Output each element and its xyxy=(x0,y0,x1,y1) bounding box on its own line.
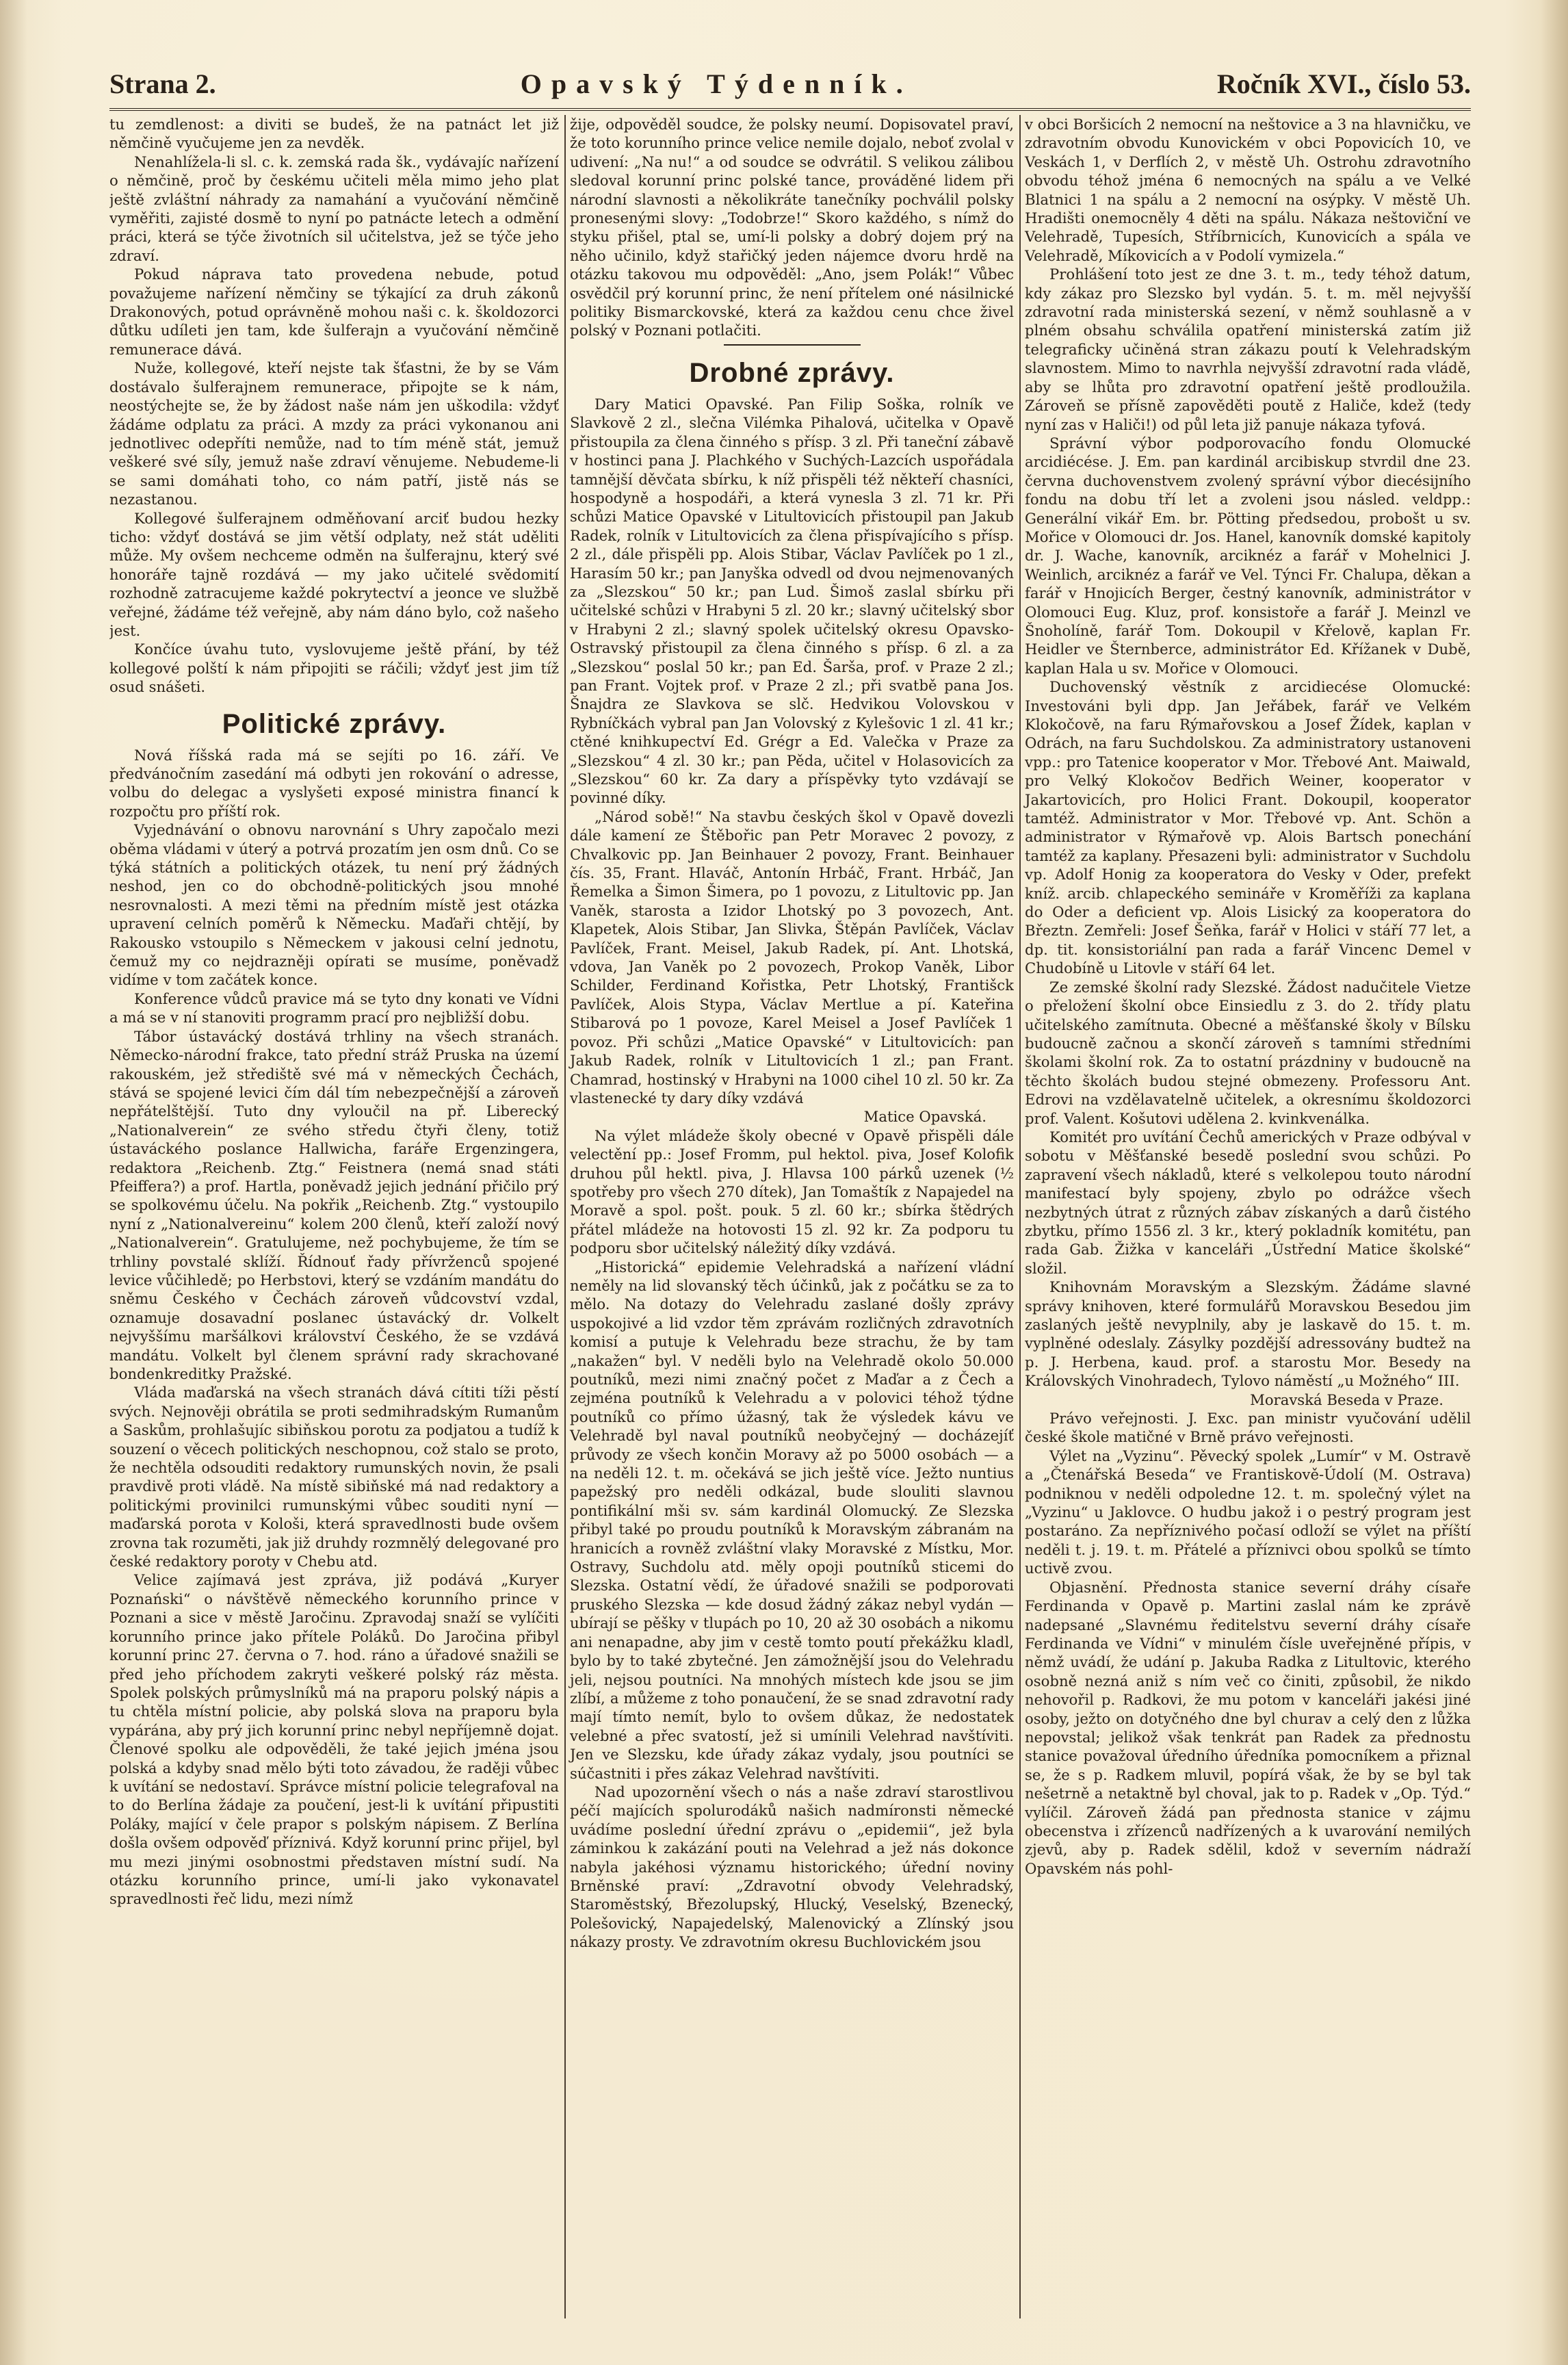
page-header xyxy=(109,63,1471,104)
signature: Matice Opavská. xyxy=(863,1108,986,1126)
news-item: Nová říšská rada má se sejíti po 16. září. Ve předvánočním zasedání má odbyti jen rokování o adresse, volbu do delegac a vyslyšeti exposé ministra financí k rozpočtu pro příští rok. xyxy=(109,746,559,820)
news-item: Vyjednávání o obnovu narovnání s Uhry započalo mezi oběma vládami v úterý a potrvá prozatím jen osm dnů. Co se týká státních a politických otázek, tu není prý žádných neshod, jen co do obchodně-politických jsou mnohé nesrovnalosti. A mezi těmi na předním místě jest otázka upravení celních poměrů k Německu. Maďaři chtějí, by Rakousko vstoupilo s Německem v jakousi celní jednotu, čemuž my co nejdrazněji opírati se musíme, poněvadž vidíme v tom začátek konce. xyxy=(109,821,559,989)
news-item: Výlet na „Vyzinu“. Pěvecký spolek „Lumír“ v M. Ostravě a „Čtenářská Beseda“ ve Frantiskově-Údolí (M. Ostrava) podniknou v neděli odpoledne 12. t. m. společný výlet na „Vyzinu“ u Jaklovce. O hudbu jakož i o pestrý program jest postaráno. Za nepříznivého počasí odloží se výlet na příští neděli t. j. 19. t. m. Přátelé a příznivci obou spolků se tímto uctivě zvou. xyxy=(1025,1447,1471,1577)
news-item: Správní výbor podporovacího fondu Olomucké arcidiécése. J. Em. pan kardinál arcibiskup stvrdil dne 23. června duchovenstvem zvolený správní výbor diecésijního fondu na dobu tří let a zvoleni jsou násled. veldpp.: Generální vikář Em. br. Pötting předsedou, probošt u sv. Mořice v Olomouci dr. Jos. Hanel, kanovník domské kapitoly dr. J. Wache, kanovník, arciknéz a farář v Mohelnici J. Weinlich, arciknéz a farář ve Vel. Týnci Fr. Chalupa, děkan a farář v Hnojicích Berger, čestný kanovník, administrátor v Olomouci Eug. Kluz, prof. konsistoře a farář J. Meinzl ve Šnoholíně, farář Tom. Dokoupil v Křelově, kaplan Fr. Heidler ve Šternberce, administrátor Ed. Křížanek v Dubě, kaplan Hala u sv. Mořice v Olomouci. xyxy=(1025,434,1471,677)
column-1 xyxy=(109,115,559,2318)
column-3 xyxy=(1019,115,1471,2318)
news-item: Komitét pro uvítání Čechů amerických v Praze odbýval v sobotu v Měšťanské besedě poslední svou schůzi. Po zapravení všech nákladů, které s velkolepou touto národní manifestací byly spojeny, zbylo po odrážce všech nezbytných útrat z různých zábav získaných a darů čistého zbytku, přímo 1556 zl. 3 kr., který pokladník komitétu, pan rada Gab. Žižka v kanceláři „Ústřední Matice školské“ složil. xyxy=(1025,1128,1471,1277)
article-paragraph: Končíce úvahu tuto, vyslovujeme ještě přání, by též kollegové polští k nám připojiti se ráčili; vždyť jest jim tíž osud snášeti. xyxy=(109,641,559,696)
header-rule xyxy=(109,108,1471,111)
news-item: „Národ sobě!“ Na stavbu českých škol v Opavě dovezli dále kamení ze Štěbořic pan Petr Moravec 2 povozy, z Chvalkovic pp. Jan Beinhauer 2 povozy, Frant. Beinhauer čís. 35, Frant. Hlaváč, Antonín Hrbáč, Frant. Hrbáč, Jan Řemelka a Šimon Šimera, po 1 povozu, z Litultovic pp. Jan Vaněk, starosta a Izidor Lhotský po 3 povozech, Ant. Klapetek, Alois Stibar, Jan Slivka, Štěpán Pavlíček, Václav Pavlíček, Frant. Meisel, Jakub Radek, pí. Ant. Lhotská, vdova, Jan Vaněk po 2 povozech, Prokop Vaněk, Libor Schilder, Ferdinand Kořistka, Petr Lhotský, Františck Pavlíček, Alois Stypa, Václav Mertlue a pí. Kateřina Stibarová po 1 povoze, Karel Meisel a Josef Pavlíček 1 povoz. Při schůzi „Matice Opavské“ v Litultovicích: pan Jakub Radek, rolník v Litultovicích 1 zl.; pan Frant. Chamrad, hostinský v Hrabyni na 1000 cihel 10 zl. 50 kr. Za vlastenecké ty dary díky vzdává xyxy=(570,807,1014,1107)
section-title-drobne: Drobné zprávy. xyxy=(689,357,895,388)
section-title-politicke: Politické zprávy. xyxy=(222,708,447,739)
news-item: Dary Matici Opavské. Pan Filip Soška, rolník ve Slavkově 2 zl., slečna Vilémka Pihalová, učitelka v Opavě přistoupila za člena činného s přísp. 3 zl. Při taneční zábavě v hostinci pana J. Plachkého v Suchých-Lazcích uspořádala tamnější děvčata sbírku, k níž přispěli též někteří chasníci, hospodyně a hospodáři, a která vynesla 3 zl. 71 kr. Při schůzi Matice Opavské v Litultovicích přistoupil pan Jakub Radek, rolník v Litultovicích za člena přispívajícího s přísp. 2 zl., dále přispěli pp. Alois Stibar, Václav Pavlíček po 1 zl., Harasím 50 kr.; pan Janyška odvedl od dvou nejmenovaných za „Slezskou“ 50 kr.; pan Lud. Šimoš zaslal sbírku při učitelské schůzi v Hrabyni 5 zl. 20 kr.; slavný učitelský sbor v Hrabyni 2 zl.; slavný spolek učitelský okresu Opavsko-Ostravský přistoupil za člena činného s přísp. 6 zl. a za „Slezskou“ poslal 50 kr.; pan Ed. Šarša, prof. v Praze 2 zl.; pan Frant. Vojtek prof. v Praze 2 zl.; při svatbě pana Jos. Šnajdra ze Slavkova se slč. Hedvikou Volovskou v Rybníčkách vybral pan Jan Volovský z Kylešovic 1 zl. 41 kr.; ctěné knihkupectví Ed. Grégr a Ed. Valečka v Praze za „Slezskou“ 4 zl. 30 kr.; pan Pěda, učitel v Holasovicích za „Slezskou“ 60 kr. Za dary a příspěvky tyto vzdávají se povinné díky. xyxy=(570,395,1014,807)
news-item: Duchovenský věstník z arcidiecése Olomucké: Investováni byli dpp. Jan Jeřábek, farář ve Velkém Klokočově, na faru Rýmařovskou a Josef Žídek, kaplan v Odrách, na faru Suchdolskou. Za administratory ustanoveni vpp.: pro Tatenice kooperator v Mor. Třebové Ant. Maiwald, pro Velký Klokočov Bedřich Weiner, kooperator v Jakartovicích, pro Holici Frant. Dokoupil, kooperator tamtéž. Administrator v Mor. Třebové vp. Ant. Schön a administrator v Rýmařově vp. Alois Bartsch ponechání tamtéž za kaplany. Přesazeni byli: administrator v Suchdolu vp. Adolf Honig za kooperatora do Vesky v Oder, prefekt kníž. arcib. chlapeckého semináře v Kroměříži za kaplana do Oder a deficient vp. Alois Lisický za kooperatora do Březtn. Zemřeli: Josef Šeňka, farář v Holici v stáří 77 let, a dp. tit. konsistoriální pan rada a farář Vincenc Demel v Chudobíně u Litovle v stáří 64 let. xyxy=(1025,678,1471,977)
article-paragraph: v obci Boršicích 2 nemocní na neštovice a 3 na hlavničku, ve zdravotním obvodu Kunovickém v obci Popovicích 10, ve Veskách 1, v Derflích 2, v městě Uh. Ostrohu zdravotního obvodu téhož jména 6 nemocných na spálu a ve Velké Blatnici 1 na spálu a 2 nemocní na osýpky. V městě Uh. Hradišti onemocněly 4 děti na spálu. Nákaza neštoviční ve Velehradě, Tupesích, Stříbrnicích, Kunovicích a spála ve Velehradě, Míkovicích a v Podolí vymizela.“ xyxy=(1025,116,1471,264)
article-paragraph: Kollegové šulferajnem odměňovaní arciť budou hezky ticho: vždyť dostává se jim větší odplaty, než stát uděliti může. My ovšem nechceme odměn na šulferajnu, který své honoráře tajně rozdává — my jako učitelé svědomití rozhodně zatracujeme každé pokrytectví a jeonce ve službě veřejné, žádáme též veřejně, aby nám dáno bylo, což našeho jest. xyxy=(109,509,559,639)
article-paragraph: Nenahlížela-li sl. c. k. zemská rada šk., vydávajíc nařízení o němčině, proč by českému učiteli měla mimo jeho plat ještě zvláštní náhrady za namahání a vyučování němčině vyměřiti, zajisté dosmě to nyní po patnácte letech a odmění práci, která se týče životních sil učitelstva, jež se týče jeho zdraví. xyxy=(109,153,559,264)
signature: Moravská Beseda v Praze. xyxy=(1250,1391,1443,1408)
news-item: Ze zemské školní rady Slezské. Žádost nadučitele Vietze o přeložení školní obce Einsiedlu z 3. do 2. třídy platu učitelského zamítnuta. Obecné a měšťanské školy v Bílsku budoucně začnou a skončí zároveň s tamními středními školami školní rok. Za to ostatní prázdniny v budoucně na těchto školách budou stejné obmezeny. Professoru Ant. Edrovi na vzdělavatelně učitelek, a okresnímu školdozorci prof. Valent. Košutovi udělena 2. kvinkvenálka. xyxy=(1025,978,1471,1127)
article-paragraph: Pokud náprava tato provedena nebude, potud považujeme nařízení němčiny se týkající za druh zákonů Drakonových, potud oprávněně mohou naši c. k. školdozorci důtku udíleti jen tam, kde šulferajn a vyučování němčině remunerace dává. xyxy=(109,266,559,358)
news-item: „Historická“ epidemie Velehradská a nařízení vládní neměly na lid slovanský těch účinků, jak z počátku se za to mělo. Na dotazy do Velehradu zaslané došly zprávy uspokojivé a lid vzdor těm zprávám rozličných zdravotních komisí a putuje k Velehradu beze strachu, že by tam „nakažen“ byl. V neděli bylo na Velehradě okolo 50.000 poutníků, mezi nimi značný počet z Maďar a z Čech a zejména poutníků k Velehradu a v polovici téhož týdne poutníků co přímo úžasný, tak že výsledek kávu ve Velehradě byl naval poutníků neobyčejný — docházejíť průvody ze všech končin Moravy až po 5000 osobách — a na neděli 12. t. m. očekává se jich ještě více. Ježto nuntius papežský pro neděli odkázal, bude slouliti slavnou pontifikální mši sv. sám kardinál Olomucký. Ze Slezska přibyl také po proudu poutníků k Moravským zábranám na hranicích a rovněž zvláštní vlaky Moravské z Místku, Mor. Ostravy, Suchdolu atd. měly opoji poutníků sticemi do Slezska. Ostatní vědí, že úřadové snažili se podporovati pruského Slezska — kde dosud žádný zákaz nebyl vydán — ubírají se pěšky v tlupách po 10, 20 až 30 osobách a nikomu ani nenapadne, aby jim v cestě tomto poutí překážku kladl, bylo by to také zbytečné. Jen zámožnější jsou do Velehradu jeli, nejsou poutníci. Na mnohých místech kde jsou se jim zlíbí, a můžeme z toho ponaučení, že se snad zdravotní rady mají tímto nemít, bylo to ovšem důkaz, že nedostatek velebné a přec svatostí, jež si umínili Velehrad navštíviti. Jen ve Slezsku, kde úřady zákaz vydaly, jsou poutníci se súčastniti i přes zákaz Velehrad navštíviti. xyxy=(570,1258,1014,1782)
news-item: Prohlášení toto jest ze dne 3. t. m., tedy téhož datum, kdy zákaz pro Slezsko byl vydán. 5. t. m. měl nejvyšší zdravotní rada ministerská sezení, v němž souhlasně a v plném obsahu schválila opatření ministerská zatím již telegraficky učiněná stran zákazu poutí k Velehradským slavnostem. Mimo to navrhla nejvyšší zdravotní rada vládě, aby se lhůta pro zdravotní opatření ještě prodloužila. Zároveň se přísně zapověděti poutě z Haliče, kdež (tedy nyní zas v Haliči!) od půl leta již panuje nákaza tyfová. xyxy=(1025,266,1471,433)
text-columns xyxy=(109,115,1471,2318)
article-paragraph: žije, odpověděl soudce, že polsky neumí. Dopisovatel praví, že toto korunního prince velice nemile dojalo, neboť zvolal v udivení: „Na nu!“ a od soudce se odvrátil. S velikou zálibou sledoval korunní princ polské tance, prováděné lidem při národní slavnosti a několikráte tanečníky pochválil polsky pronesenými slovy: „Todobrze!“ Skoro každého, s nímž do styku přišel, ptal se, umí-li polsky a dobrý dojem prý na něho učinilo, když stařičký jeden nájemce dvoru hrdě na otázku takovou mu odpověděl: „Ano, jsem Polák!“ Vůbec osvědčil prý korunní princ, že není přítelem oné násilnické politiky Bismarckovské, která za každou cenu chce živel polský v Poznani potlačiti. xyxy=(570,116,1014,339)
column-2 xyxy=(564,115,1014,2318)
volume-issue: Ročník XVI., číslo 53. xyxy=(1216,68,1471,99)
news-item: Tábor ústavácký dostává trhliny na všech stranách. Německo-národní frakce, tato přední stráž Pruska na území rakouském, jež střediště své má v německých Čechách, stává se spojené levici čím dál tím nebezpečnější a zároveň nepřátelštější. Tuto dny vyloučil na př. Liberecký „Nationalverein“ ze svého středu čtyři členy, totiž ústaváckého poslance Hallwicha, faráře Ergenzingera, redaktora „Reichenb. Ztg.“ Feistnera (nemá snad státi Pfeiffera?) a prof. Hartla, poněvadž jejich jednání přičilo prý se spolkovému účelu. Na pokřik „Reichenb. Ztg.“ vystoupilo nyní z „Nationalvereinu“ kolem 200 členů, kteří založí nový „Nationalverein“. Gratulujeme, než pochybujeme, že tím se trhliny povstalé sklíží. Řídnouť řady přívrženců spojené levice vůčihledě; po Herbstovi, který se vzdáním mandátu do sněmu Českého v Čechách zároveň vůdcovství vzdal, oznamuje dosavadní poslanec ústavácký dr. Volkelt nejvyššímu maršálkovi království Českého, že se vzdává mandátu. Volkelt byl členem správní rady skrachované bondenkreditky Pražské. xyxy=(109,1027,559,1382)
page-edge-left xyxy=(0,0,27,2365)
news-item: Nad upozornění všech o nás a naše zdraví starostlivou péčí majících spolurodáků našich nadmíronsti německé uvádíme poslední úřední zprávu o „epidemii“, jež byla záminkou k zakázání pouti na Velehrad a jež nás dokonce nabyla jakéhosi významu historického; úřední noviny Brněnské praví: „Zdravotní obvody Velehradský, Staroměstský, Březolupský, Hlucký, Veselský, Bzenecký, Polešovický, Napajedelský, Malenovický a Zlínský jsou nákazy prosty. Ve zdravotním okresu Buchlovickém jsou xyxy=(570,1783,1014,1951)
article-paragraph: Nuže, kollegové, kteří nejste tak šťastni, že by se Vám dostávalo šulferajnem remunerace, připojte se k nám, neostýchejte se, že by žádost naše nám jen uškodila: vždyť žádáme odplatu za práci. A mzdy za práci vykonanou ani jednotlivec odepříti nemůže, nad to tím méně stát, jemuž veškeré své síly, jemuž naše zdraví věnujeme. Nebudeme-li se sami domáhati toho, co nám patří, jistě nás se nezastanou. xyxy=(109,359,559,508)
page-edge-right xyxy=(1541,0,1568,2365)
section-divider xyxy=(724,344,861,346)
news-item: Konference vůdců pravice má se tyto dny konati ve Vídni a má se v ní stanoviti programm prací pro nejbližší dobu. xyxy=(109,990,559,1026)
news-item: Knihovnám Moravským a Slezským. Žádáme slavné správy knihoven, které formulářů Moravskou Besedou jim zaslaných ještě nevyplnily, aby je laskavě do 15. t. m. vyplněné odeslaly. Zásylky pozdější adressovány budtež na p. J. Herbena, kaud. prof. a starostu Mor. Besedy na Královských Vinohradech, Tylovo náměstí „u Možného“ III. xyxy=(1025,1278,1471,1390)
news-item: Velice zajímavá jest zpráva, již podává „Kuryer Poznański“ o návštěvě německého korunního prince v Poznani a sice v městě Jaročinu. Zpravodaj snaží se vylíčiti korunního prince jako přítele Poláků. Do Jaročina přibyl korunní princ 27. června o 7. hod. ráno a úřadové snažili se před jeho příchodem zakryti veškeré polský ráz města. Spolek polských průmyslníků má na praporu polský nápis a tu chtěla místní policie, aby polská slova na praporu byla vypárána, aby prý jich korunní princ nebyl nepříjemně dojat. Členové spolku ale odpověděli, že také jejich jména jsou polská a kdyby snad mělo býti toto závadou, že raději vůbec k uvítání se nedostaví. Správce místní policie telegrafoval na to do Berlína žádaje za poučení, jest-li k uvítání připustiti Poláky, mající v čele prapor s polským nápisem. Z Berlína došla ovšem odpověď příznivá. Když korunní princ přijel, byl mu mezi jinými osobnostmi představen místní sudí. Na otázku korunního prince, umí-li jako vykonavatel spravedlnosti řeč lidu, mezi nímž xyxy=(109,1571,559,1908)
page-number: Strana 2. xyxy=(109,68,216,99)
news-item: Právo veřejnosti. J. Exc. pan ministr vyučování udělil české škole matičné v Brně právo veřejnosti. xyxy=(1025,1410,1471,1446)
news-item: Na výlet mládeže školy obecné v Opavě přispěli dále velectění pp.: Josef Fromm, pul hektol. piva, Josef Kolofik druhou půl hektl. piva, J. Hlavsa 100 párků uzenek (½ spotřeby pro všech 270 dítek), Jan Tomaštík z Napajedel na Moravě a spol. pošt. pouk. 5 zl. 60 kr.; sbírka štědrých přátel mládeže na hotovosti 15 zl. 92 kr. Za podporu tu podporu sbor učitelský náležitý díky vzdává. xyxy=(570,1126,1014,1257)
news-item: Objasnění. Přednosta stanice severní dráhy císaře Ferdinanda v Opavě p. Martini zaslal nám ke zprávě nadepsané „Slavnému ředitelstvu severní dráhy císaře Ferdinanda ve Vídni“ v minulém čísle uveřejněné přípis, v němž uvádí, že udání p. Jakuba Radka z Litultovic, kterého osobně nezná aniž s ním več co činiti, způsobil, že nikdo nehovořil p. Radkovi, že mu potom v kanceláři jakési jiné osoby, ježto on dotyčného dne byl churav a celý den z lůžka nepovstal; jelikož však tenkrát pan Radek za přednostu stanice považoval úředního úředníka pomocníkem a přiznal se, že s p. Radkem mluvil, popírá však, že by se byl tak nešetrně a netaktně byl choval, jak to p. Radek v „Op. Týd.“ vylíčil. Zároveň žádá pan přednosta stanice v zájmu obecenstva i zřízenců nadřízených a k uvarování nemilých zjevů, aby p. Radek sdělil, kdož v severním nádraží Opavském nás pohl- xyxy=(1025,1578,1471,1877)
news-item: Vláda maďarská na všech stranách dává cítiti tíži pěstí svých. Nejnověji obrátila se proti sedmihradským Rumanům a Saskům, prohlašujíc sibiňskou porotu za podjatou a tudíž k souzení o věcech politických neschopnou, což stalo se proto, že nechtěla odsouditi redaktory rumunských novin, že psali pravdivě proti vládě. Na místě sibiňské má nad redaktory a politickými provinilci rumunskými vůbec souditi nyní — maďarská porota v Kološi, která spravedlnosti bude ovšem zrovna tak rozuměti, jak již druhdy rozmnělý delegované pro české redaktory poroty v Chebu atd. xyxy=(109,1384,559,1571)
masthead-title: Opavský Týdenník. xyxy=(520,68,913,99)
article-paragraph: tu zemdlenost: a diviti se budeš, že na patnáct let již němčině vyučujeme jen za nevděk. xyxy=(109,116,559,152)
